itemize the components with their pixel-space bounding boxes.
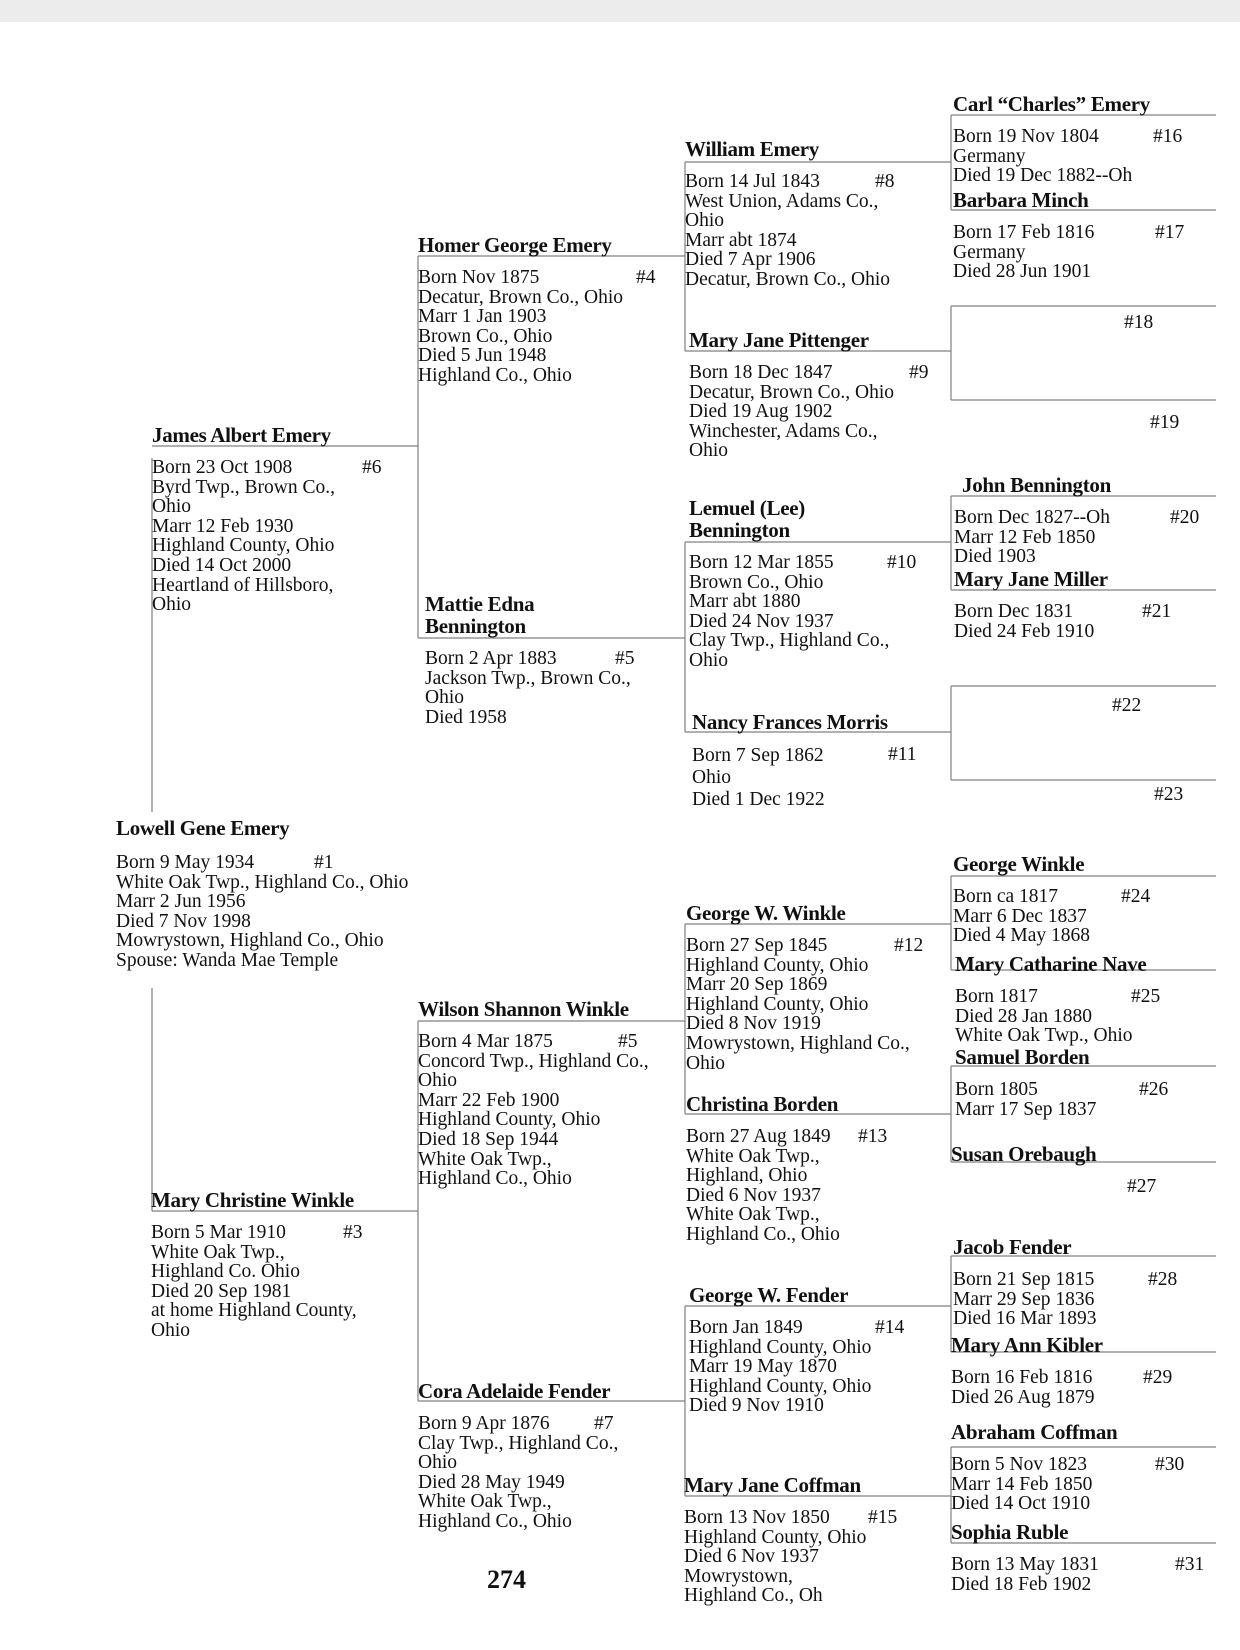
person-info: Born 13 May 1831 Died 18 Feb 1902 xyxy=(951,1554,1099,1595)
person-info: Born 12 Mar 1855 Brown Co., Ohio Marr abt 1880 Died 24 Nov 1937 Clay Twp., Highland Co., Ohio xyxy=(689,552,890,671)
person-name: George W. Fender xyxy=(689,1283,849,1307)
person-number: #5 xyxy=(618,1031,638,1052)
person-name: Jacob Fender xyxy=(953,1235,1072,1259)
person-name: Mary Jane Pittenger xyxy=(689,328,869,352)
empty-position-22: #22 xyxy=(1112,695,1142,716)
person-info: Born 7 Sep 1862 Ohio Died 1 Dec 1922 xyxy=(692,745,825,810)
person-info: Born 27 Sep 1845 Highland County, Ohio Marr 20 Sep 1869 Highland County, Ohio Died 8 Nov 1919 Mowrystown, Highland Co., Ohio xyxy=(686,935,910,1074)
person-9 xyxy=(689,328,929,462)
person-name: William Emery xyxy=(685,137,819,161)
person-name: John Bennington xyxy=(962,473,1111,497)
person-21 xyxy=(954,567,1172,642)
person-number: #28 xyxy=(1148,1269,1178,1290)
person-name: Susan Orebaugh xyxy=(951,1142,1097,1166)
person-name: Mary Christine Winkle xyxy=(151,1188,354,1212)
person-number: #29 xyxy=(1143,1367,1173,1388)
person-6 xyxy=(152,423,382,616)
person-info: Born Nov 1875 Decatur, Brown Co., Ohio Marr 1 Jan 1903 Brown Co., Ohio Died 5 Jun 1948 Highland Co., Ohio xyxy=(418,267,624,386)
person-number: #24 xyxy=(1121,886,1151,907)
person-number: #15 xyxy=(868,1507,898,1528)
person-5-wilson xyxy=(418,998,649,1189)
person-number: #31 xyxy=(1175,1554,1205,1575)
person-name: Mary Jane Coffman xyxy=(684,1473,861,1497)
person-name: Abraham Coffman xyxy=(951,1420,1118,1444)
person-name: Samuel Borden xyxy=(955,1045,1090,1069)
person-info: Born 23 Oct 1908 Byrd Twp., Brown Co., Ohio Marr 12 Feb 1930 Highland County, Ohio Died 14 Oct 2000 Heartland of Hillsboro, Ohio xyxy=(152,457,335,616)
person-name: George W. Winkle xyxy=(686,901,846,925)
person-info: Born Dec 1831 Died 24 Feb 1910 xyxy=(954,601,1095,642)
person-5-mattie xyxy=(425,592,635,728)
person-number: #20 xyxy=(1170,507,1200,528)
person-info: Born 1805 Marr 17 Sep 1837 xyxy=(955,1079,1097,1120)
person-number: #14 xyxy=(875,1317,905,1338)
empty-position-19: #19 xyxy=(1150,412,1180,433)
person-number: #17 xyxy=(1155,222,1185,243)
person-info: Born Jan 1849 Highland County, Ohio Marr 19 May 1870 Highland County, Ohio Died 9 Nov 1910 xyxy=(689,1317,872,1417)
person-29 xyxy=(951,1333,1173,1408)
person-info: Born 9 May 1934 White Oak Twp., Highland Co., Ohio Marr 2 Jun 1956 Died 7 Nov 1998 Mowrystown, Highland Co., Ohio Spouse: Wanda Mae Temple xyxy=(116,852,409,971)
person-name: Christina Borden xyxy=(686,1092,839,1116)
person-number: #26 xyxy=(1139,1079,1169,1100)
person-name: Sophia Ruble xyxy=(951,1520,1069,1544)
person-info: Born 5 Mar 1910 White Oak Twp., Highland Co. Ohio Died 20 Sep 1981 at home Highland County, Ohio xyxy=(151,1222,357,1341)
person-25 xyxy=(955,952,1161,1047)
person-10 xyxy=(689,496,917,671)
person-info: Born 13 Nov 1850 Highland County, Ohio Died 6 Nov 1937 Mowrystown, Highland Co., Oh xyxy=(684,1507,867,1607)
person-name: Wilson Shannon Winkle xyxy=(418,997,629,1021)
person-info: Born 9 Apr 1876 Clay Twp., Highland Co., Ohio Died 28 May 1949 White Oak Twp., Highland Co., Ohio xyxy=(418,1413,619,1532)
person-name: Homer George Emery xyxy=(418,233,612,257)
person-name: Mary Ann Kibler xyxy=(951,1333,1103,1357)
person-number: #25 xyxy=(1131,986,1161,1007)
person-11 xyxy=(692,710,917,811)
person-28 xyxy=(953,1235,1178,1330)
page-number: 274 xyxy=(487,1565,526,1594)
person-16 xyxy=(953,92,1183,187)
person-number: #10 xyxy=(887,552,917,573)
person-info: Born 18 Dec 1847 Decatur, Brown Co., Ohio Died 19 Aug 1902 Winchester, Adams Co., Ohio xyxy=(689,362,895,462)
person-24 xyxy=(953,852,1151,947)
person-name: Nancy Frances Morris xyxy=(692,710,888,734)
person-info: Born Dec 1827--Oh Marr 12 Feb 1850 Died 1903 xyxy=(954,507,1110,568)
empty-position-18: #18 xyxy=(1124,312,1154,333)
person-31 xyxy=(951,1520,1205,1595)
person-number: #3 xyxy=(343,1222,363,1243)
person-name: James Albert Emery xyxy=(152,423,331,447)
person-number: #13 xyxy=(858,1126,888,1147)
person-name: George Winkle xyxy=(953,852,1085,876)
person-info: Born 21 Sep 1815 Marr 29 Sep 1836 Died 16 Mar 1893 xyxy=(953,1269,1097,1330)
person-name: Lemuel (Lee) xyxy=(689,496,805,520)
person-info: Born 14 Jul 1843 West Union, Adams Co., Ohio Marr abt 1874 Died 7 Apr 1906 Decatur, Brown Co., Ohio xyxy=(685,171,891,290)
person-26 xyxy=(955,1045,1169,1120)
person-info: Born ca 1817 Marr 6 Dec 1837 Died 4 May 1868 xyxy=(953,886,1091,947)
person-info: Born 27 Aug 1849 White Oak Twp., Highland, Ohio Died 6 Nov 1937 White Oak Twp., Highland Co., Ohio xyxy=(686,1126,840,1245)
person-27 xyxy=(951,1142,1157,1197)
person-12 xyxy=(686,901,924,1074)
person-30 xyxy=(951,1420,1185,1515)
person-number: #27 xyxy=(1127,1176,1157,1197)
person-name: Barbara Minch xyxy=(953,188,1089,212)
person-number: #8 xyxy=(875,171,895,192)
person-3 xyxy=(151,1188,363,1341)
person-info: Born 5 Nov 1823 Marr 14 Feb 1850 Died 14 Oct 1910 xyxy=(951,1454,1093,1515)
person-name: Carl “Charles” Emery xyxy=(953,92,1150,116)
person-14 xyxy=(689,1283,905,1417)
person-7 xyxy=(418,1380,618,1532)
person-number: #6 xyxy=(362,457,382,478)
person-info: Born 19 Nov 1804 Germany Died 19 Dec 1882--Oh xyxy=(953,126,1133,187)
person-number: #1 xyxy=(314,852,334,873)
person-name-line-2: Bennington xyxy=(425,614,526,638)
person-name: Cora Adelaide Fender xyxy=(418,1379,611,1403)
person-number: #16 xyxy=(1153,126,1183,147)
person-name: Mary Catharine Nave xyxy=(955,952,1147,976)
person-1 xyxy=(116,817,408,971)
person-info: Born 2 Apr 1883 Jackson Twp., Brown Co., Ohio Died 1958 xyxy=(425,648,631,728)
person-number: #30 xyxy=(1155,1454,1185,1475)
person-number: #11 xyxy=(888,744,917,765)
person-info: Born 16 Feb 1816 Died 26 Aug 1879 xyxy=(951,1367,1095,1408)
person-info: Born 4 Mar 1875 Concord Twp., Highland Co., Ohio Marr 22 Feb 1900 Highland County, Ohio Died 18 Sep 1944 White Oak Twp., Highland Co., Ohio xyxy=(418,1031,649,1190)
person-13 xyxy=(686,1092,888,1245)
person-number: #21 xyxy=(1142,601,1172,622)
person-number: #9 xyxy=(909,362,929,383)
person-info: Born 17 Feb 1816 Germany Died 28 Jun 1901 xyxy=(953,222,1095,283)
empty-position-23: #23 xyxy=(1154,784,1184,805)
person-15 xyxy=(684,1473,898,1607)
person-info: Born 1817 Died 28 Jan 1880 White Oak Twp., Ohio xyxy=(955,986,1133,1047)
person-name-line-2: Bennington xyxy=(689,518,790,542)
person-4 xyxy=(418,233,656,386)
person-number: #12 xyxy=(894,935,924,956)
person-name: Mattie Edna xyxy=(425,592,535,616)
person-17 xyxy=(953,188,1185,283)
person-number: #7 xyxy=(594,1413,614,1434)
person-name: Lowell Gene Emery xyxy=(116,816,290,840)
person-8 xyxy=(685,137,895,290)
person-number: #5 xyxy=(615,648,635,669)
person-number: #4 xyxy=(636,267,656,288)
person-20 xyxy=(954,473,1200,568)
person-name: Mary Jane Miller xyxy=(954,567,1108,591)
